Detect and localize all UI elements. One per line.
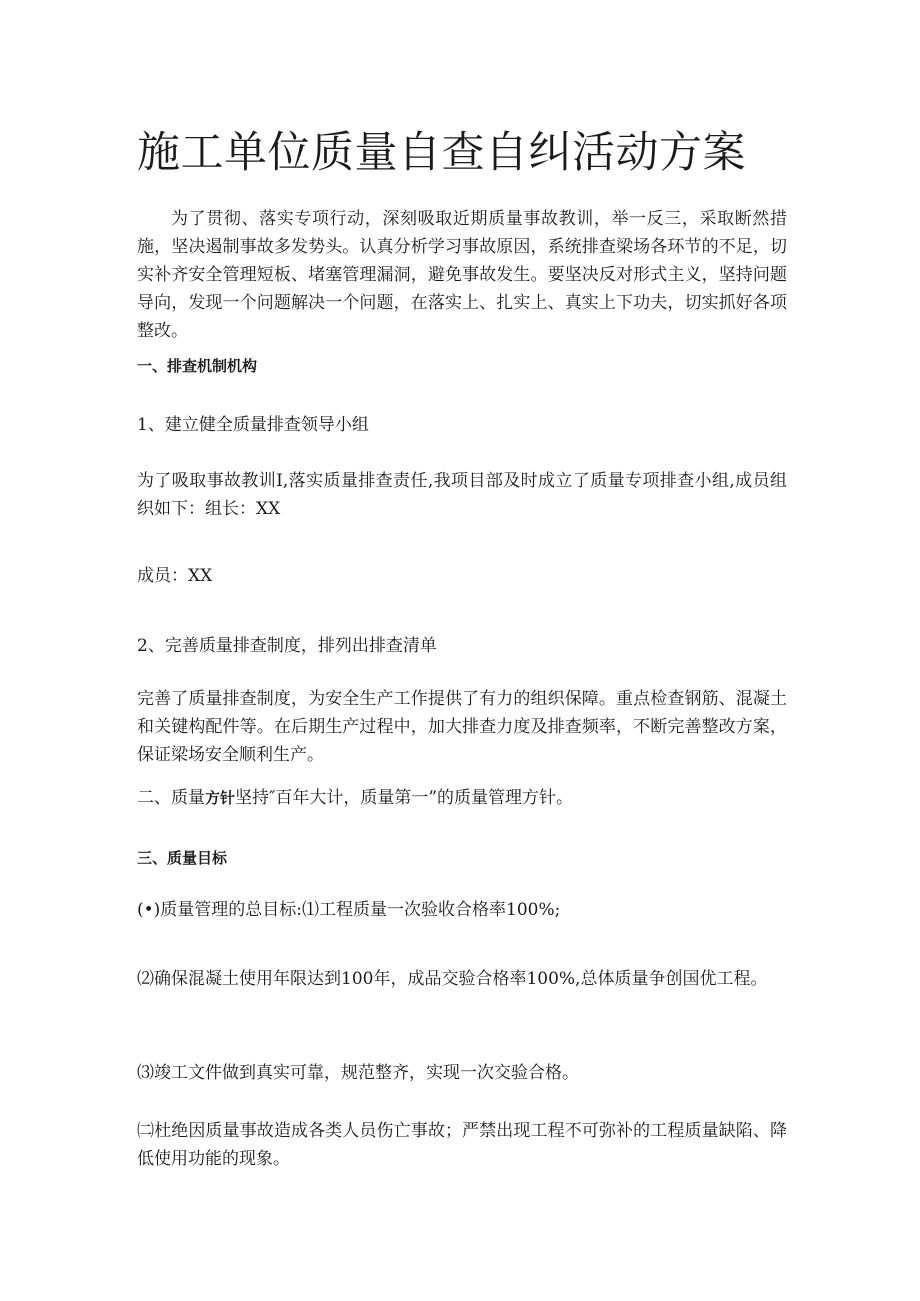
policy-bold: 方针 <box>205 789 236 807</box>
goal-3: ⑶竣工文件做到真实可靠，规范整齐，实现一次交验合格。 <box>137 1063 579 1083</box>
item-2-title: 2、完善质量排查制度，排列出排查清单 <box>137 636 437 656</box>
section-policy <box>137 784 787 812</box>
goal-2: ⑵确保混凝土使用年限达到100年，成品交验合格率100%,总体质量争创国优工程。 <box>137 969 768 989</box>
document-title: 施工单位质量自查自纠活动方案 <box>137 128 746 178</box>
section-heading-mechanism: 一、排查机制机构 <box>137 357 258 375</box>
goal-4: ㈡杜绝因质量事故造成各类人员伤亡事故；严禁出现工程不可弥补的工程质量缺陷、降低使用功能的现象。 <box>137 1121 787 1169</box>
policy-text: 坚持″百年大计，质量第一”的质量管理方针。 <box>235 788 574 808</box>
section-heading-goals: 三、质量目标 <box>137 849 228 867</box>
item-1-body: 为了吸取事故教训I,落实质量排查责任,我项目部及时成立了质量专项排查小组,成员组织如下：组长：XX <box>137 471 787 519</box>
item-1-title: 1、建立健全质量排查领导小组 <box>137 415 369 435</box>
intro-paragraph: 为了贯彻、落实专项行动，深刻吸取近期质量事故教训，举一反三，采取断然措施，坚决遏制事故多发势头。认真分析学习事故原因，系统排查梁场各环节的不足，切实补齐安全管理短板、堵塞管理漏洞，避免事故发生。要坚决反对形式主义，坚持问题导向，发现一个问题解决一个问题，在落实上、扎实上、真实上下功夫，切实抓好各项整改。 <box>137 209 787 341</box>
members-line: 成员：XX <box>137 566 213 586</box>
policy-prefix: 二、质量 <box>137 788 205 808</box>
item-2-body: 完善了质量排查制度，为安全生产工作提供了有力的组织保障。重点检查钢筋、混凝土和关键构配件等。在后期生产过程中，加大排查力度及排查频率，不断完善整改方案，保证梁场安全顺利生产。 <box>137 689 787 765</box>
goal-1: (•)质量管理的总目标:⑴工程质量一次验收合格率100%; <box>137 900 561 920</box>
